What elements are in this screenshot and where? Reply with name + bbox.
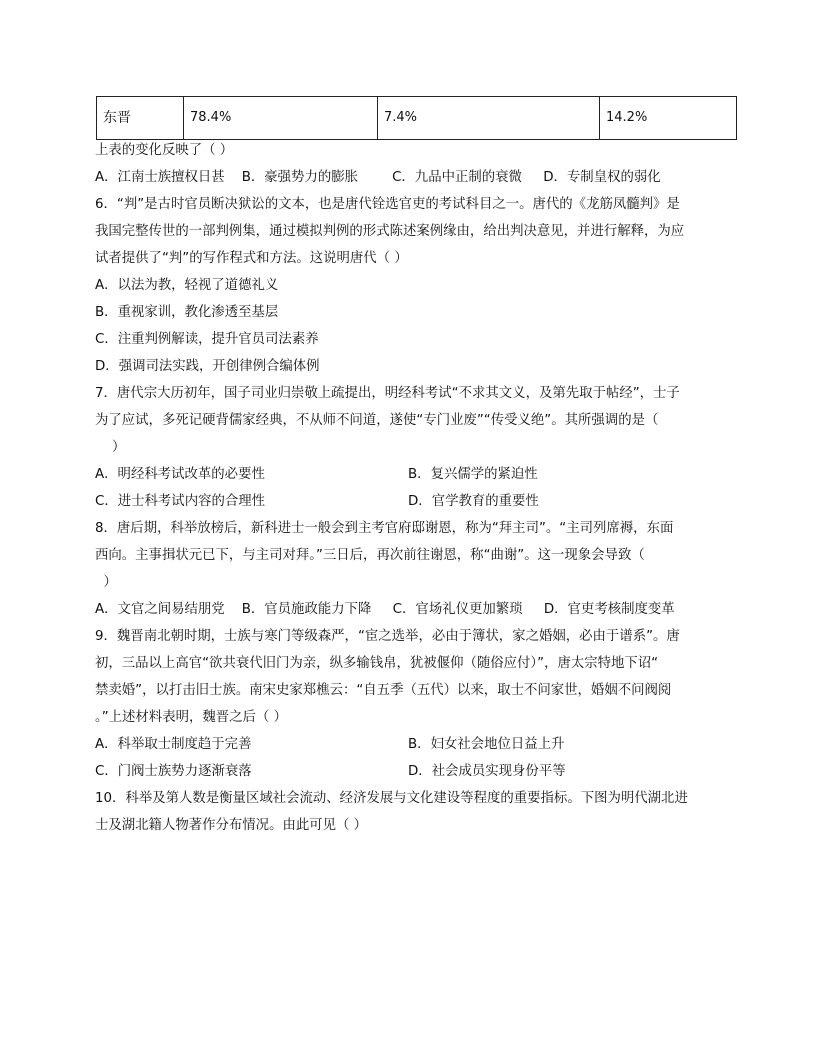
q10-stem-line: 10．科举及第人数是衡量区域社会流动、经济发展与文化建设等程度的重要指标。下图为明代湖北进 [95,791,688,806]
q10-stem-line: 士及湖北籍人物著作分布情况。由此可见（ ） [95,818,368,833]
q8-stem-line: 8．唐后期，科举放榜后，新科进士一般会到主考官府邸谢恩，称为“拜主司”。“主司列席褥，东面 [95,521,674,536]
q6-option-b: B．重视家训，教化渗透至基层 [95,305,279,320]
q8-options: A．文官之间易结朋党 B．官员施政能力下降 C．官场礼仪更加繁琐 D．官吏考核制度变革 [95,602,675,617]
q7-option-a: A．明经科考试改革的必要性 [95,467,265,482]
q6-option-d: D．强调司法实践，开创律例合编体例 [95,359,320,374]
q7-option-c: C．进士科考试内容的合理性 [95,494,266,509]
table-cell-period: 东晋 [97,97,184,140]
q6-stem-line: 6．“判”是古时官员断决狱讼的文本，也是唐代铨选官吏的考试科目之一。唐代的《龙筋凤髓判》是 [95,197,680,212]
q6-option-a: A．以法为教，轻视了道德礼义 [95,278,279,293]
q9-option-c: C．门阀士族势力逐渐衰落 [95,764,252,779]
q8-stem-line: ） [95,575,117,590]
q9-stem-line: 9．魏晋南北朝时期，士族与寒门等级森严，“宦之选举，必由于簿状，家之婚姻，必由于谱系”。唐 [95,629,680,644]
q6-stem-line: 试者提供了“判”的写作程式和方法。这说明唐代（ ） [95,251,408,266]
q7-option-b: B．复兴儒学的紧迫性 [408,467,538,482]
q9-option-b: B．妇女社会地位日益上升 [408,737,565,752]
table-cell-value: 14.2% [600,97,737,140]
q9-stem-line: 初，三品以上高官“欲共衰代旧门为亲，纵多输钱帛，犹被偃仰（随俗应付）”，唐太宗特地下诏“ [95,656,659,671]
q5-options: A．江南士族擅权日甚 B．豪强势力的膨胀 C．九品中正制的衰微 D．专制皇权的弱化 [95,170,661,185]
q6-stem-line: 我国完整传世的一部判例集，通过模拟判例的形式陈述案例缘由，给出判决意见，并进行解释，为应 [95,224,685,239]
data-table [96,96,737,140]
q8-stem-line: 西向。主事揖状元已下，与主司对拜。”三日后，再次前往谢恩，称“曲谢”。这一现象会导致（ [95,548,645,563]
q9-stem-line: 禁卖婚”，以打击旧士族。南宋史家郑樵云：“自五季（五代）以来，取士不问家世，婚姻不问阀阅 [95,683,672,698]
q7-stem-line: 7．唐代宗大历初年，国子司业归崇敬上疏提出，明经科考试“不求其文义，及第先取于帖经”，士子 [95,386,680,401]
q7-stem-line: ） [95,440,126,455]
q7-option-d: D．官学教育的重要性 [408,494,539,509]
q7-stem-line: 为了应试，多死记硬背儒家经典，不从师不问道，遂使“专门业废”“传受义绝”。其所强调的是（ [95,413,659,428]
table-cell-value: 78.4% [184,97,378,140]
q9-stem-line: 。”上述材料表明，魏晋之后（ ） [95,710,287,725]
q9-option-d: D．社会成员实现身份平等 [408,764,566,779]
table-row [97,97,737,140]
q5-stem: 上表的变化反映了（ ） [95,143,234,158]
q6-option-c: C．注重判例解读，提升官员司法素养 [95,332,319,347]
q9-option-a: A．科举取士制度趋于完善 [95,737,252,752]
table-cell-value: 7.4% [378,97,600,140]
